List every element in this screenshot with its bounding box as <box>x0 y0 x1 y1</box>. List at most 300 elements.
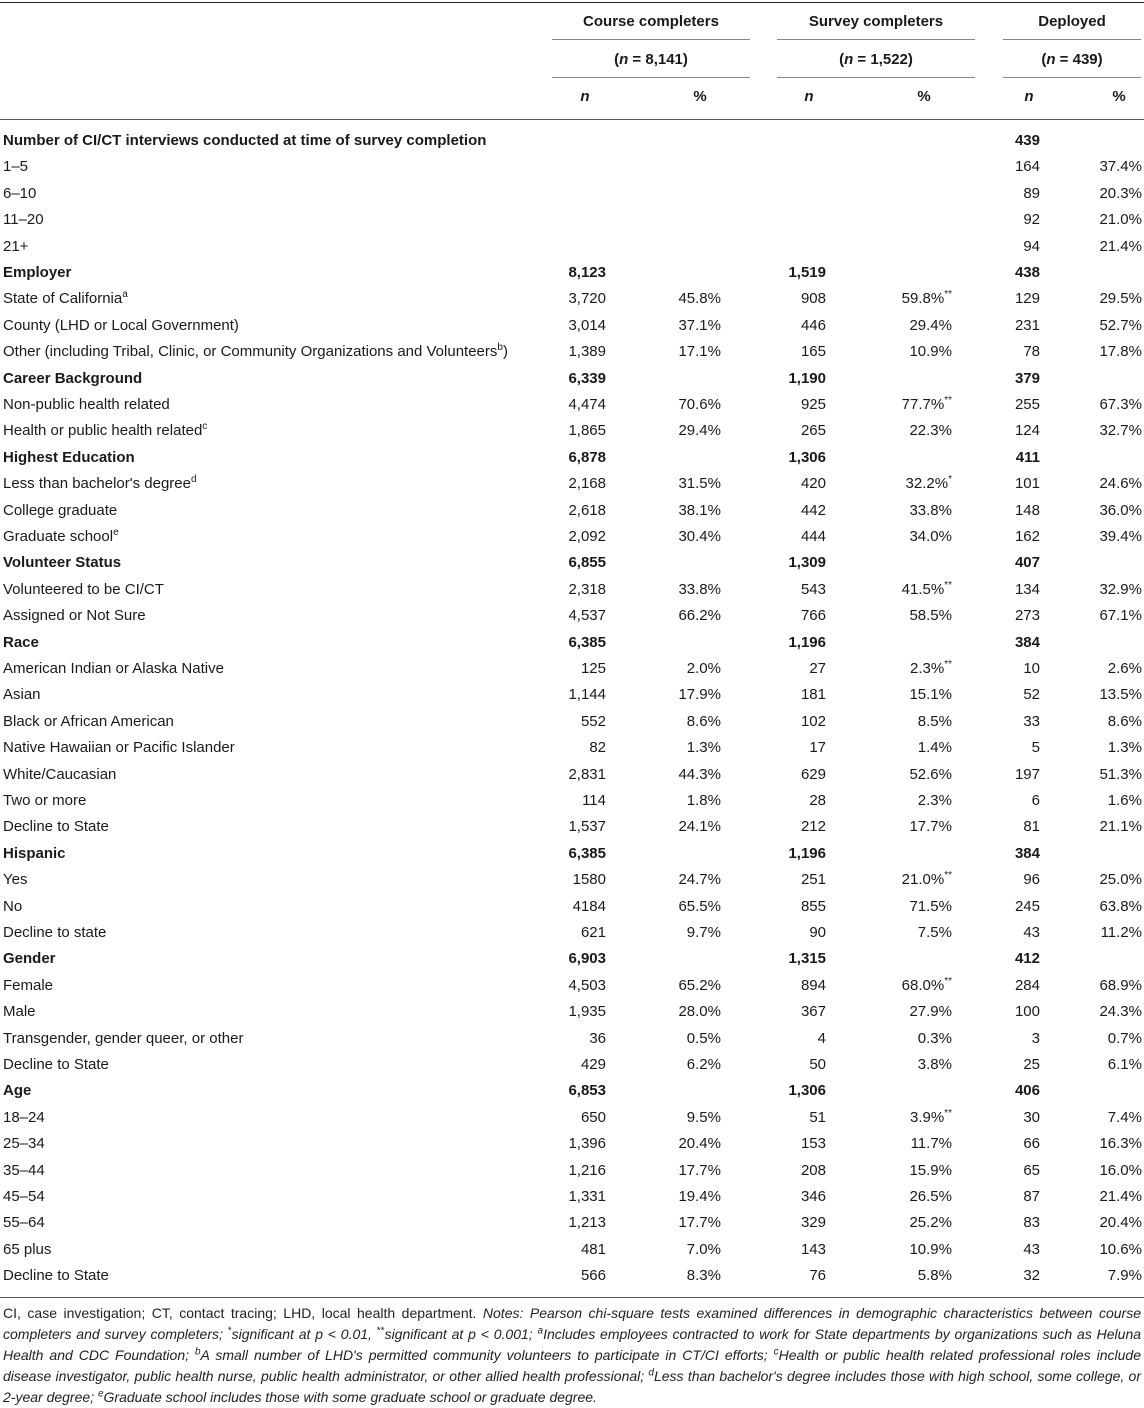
row-label: Decline to State <box>3 818 109 836</box>
row-label: County (LHD or Local Government) <box>3 316 239 334</box>
cell-n-3: 101 <box>1014 475 1040 493</box>
cell-pct-3: 8.6% <box>1107 712 1142 730</box>
cell-n-2: 28 <box>809 792 826 809</box>
cell-pct-1: 8.6% <box>686 712 721 730</box>
cell-n-1: 36 <box>589 1029 606 1047</box>
cell-n-3: 231 <box>1014 316 1040 334</box>
row-label: Assigned or Not Sure <box>3 607 146 625</box>
cell-n-3: 129 <box>1014 290 1040 308</box>
cell-pct-3: 39.4% <box>1099 528 1142 545</box>
cell-n-1: 6,878 <box>568 448 606 466</box>
cell-n-3: 52 <box>1023 686 1040 704</box>
cell-n-2: 143 <box>800 1240 826 1258</box>
cell-pct-2: 21.0%** <box>901 870 952 889</box>
cell-n-1: 4,503 <box>568 976 606 994</box>
table-row <box>0 999 1144 1025</box>
cell-pct-1: 33.8% <box>678 580 721 598</box>
footnote-reference: e <box>113 527 119 538</box>
table-row <box>0 1210 1144 1236</box>
cell-n-1: 621 <box>580 924 606 941</box>
cell-pct-3: 24.3% <box>1099 1003 1142 1021</box>
cell-n-2: 4 <box>817 1029 826 1047</box>
cell-pct-2: 71.5% <box>909 897 952 915</box>
cell-n-2: 212 <box>800 818 826 836</box>
cell-n-1: 125 <box>580 660 606 677</box>
row-label: Career Background <box>3 369 143 387</box>
group-underline-3 <box>1003 39 1141 40</box>
cell-n-1: 1,396 <box>568 1135 606 1153</box>
cell-pct-2: 10.9% <box>909 343 952 361</box>
table-row <box>0 471 1144 497</box>
cell-pct-3: 13.5% <box>1099 686 1142 704</box>
cell-n-3: 162 <box>1014 528 1040 545</box>
cell-n-1: 1,537 <box>568 818 606 836</box>
row-label: Transgender, gender queer, or other <box>3 1029 244 1047</box>
table-row <box>0 1263 1144 1289</box>
table-section-header <box>0 946 1144 972</box>
cell-n-1: 1,389 <box>568 343 606 361</box>
cell-n-2: 908 <box>800 290 826 308</box>
cell-n-1: 1,935 <box>568 1003 606 1021</box>
cell-pct-1: 45.8% <box>678 290 721 308</box>
cell-pct-3: 20.3% <box>1099 184 1142 202</box>
cell-pct-2: 22.3% <box>909 422 952 440</box>
group-underline-n-3 <box>1003 77 1141 78</box>
footnote-c-text: Health or public health related professional roles include disease investigator, public health nurse, public health administrator, or other allied health professional; <box>3 1347 1141 1384</box>
cell-pct-2: 7.5% <box>917 924 952 941</box>
row-label: Decline to State <box>3 1056 109 1073</box>
cell-n-2: 894 <box>800 976 826 994</box>
cell-pct-1: 8.3% <box>686 1267 721 1285</box>
row-label: Two or more <box>3 792 87 809</box>
label-tail: ) <box>502 343 508 361</box>
cell-n-3: 3 <box>1031 1029 1040 1047</box>
cell-pct-1: 0.5% <box>686 1029 721 1047</box>
footnote-mark-b: b <box>194 1346 201 1358</box>
cell-pct-1: 1.8% <box>686 792 721 809</box>
cell-pct-2: 0.3% <box>917 1029 952 1047</box>
row-label: American Indian or Alaska Native <box>3 660 224 677</box>
table-section-header <box>0 445 1144 471</box>
footnote-b-text: A small number of LHD's permitted community volunteers to participate in CT/CI efforts; <box>200 1347 774 1363</box>
table-row <box>0 762 1144 788</box>
cell-n-2: 265 <box>800 422 826 440</box>
cell-pct-1: 17.7% <box>678 1214 721 1232</box>
cell-pct-1: 28.0% <box>678 1003 721 1021</box>
cell-pct-2: 25.2% <box>909 1214 952 1232</box>
cell-n-1: 4184 <box>572 897 606 915</box>
footnote-reference: a <box>122 289 128 301</box>
cell-pct-1: 7.0% <box>686 1240 721 1258</box>
cell-n-3: 10 <box>1023 660 1040 677</box>
cell-n-2: 1,519 <box>788 264 826 281</box>
cell-pct-2: 58.5% <box>909 607 952 625</box>
cell-n-3: 384 <box>1014 844 1040 862</box>
cell-pct-2: 11.7% <box>910 1135 952 1153</box>
cell-n-1: 6,385 <box>568 633 606 651</box>
cell-pct-1: 44.3% <box>678 765 721 783</box>
footnote-mark-double-star: ** <box>376 1325 385 1337</box>
row-label: Non-public health related <box>3 396 170 413</box>
cell-pct-1: 19.4% <box>678 1188 721 1205</box>
cell-n-2: 90 <box>809 924 826 941</box>
cell-pct-1: 37.1% <box>678 316 721 334</box>
table-row <box>0 1026 1144 1052</box>
cell-pct-1: 24.7% <box>678 871 721 889</box>
table-row <box>0 603 1144 629</box>
cell-n-1: 1580 <box>572 871 606 889</box>
table-row <box>0 973 1144 999</box>
cell-pct-1: 24.1% <box>678 818 721 836</box>
significance-mark: ** <box>944 975 952 987</box>
table-row <box>0 339 1144 365</box>
cell-n-3: 411 <box>1015 448 1040 466</box>
cell-n-3: 96 <box>1023 871 1040 889</box>
table-section-header <box>0 128 1144 154</box>
table-row <box>0 788 1144 814</box>
table-row <box>0 498 1144 524</box>
table-footnote <box>3 1303 1141 1408</box>
cell-n-3: 78 <box>1023 343 1040 361</box>
cell-n-3: 92 <box>1023 211 1040 229</box>
cell-pct-2: 8.5% <box>917 712 952 730</box>
cell-n-2: 329 <box>800 1214 826 1232</box>
row-label: Hispanic <box>3 844 66 862</box>
table-row <box>0 1052 1144 1078</box>
cell-pct-2: 15.9% <box>909 1161 952 1179</box>
table-row <box>0 894 1144 920</box>
column-group-course-completers: Course completers <box>583 13 719 30</box>
row-label: Male <box>3 1003 36 1021</box>
cell-n-1: 114 <box>582 792 606 809</box>
cell-pct-2: 2.3%** <box>910 659 952 677</box>
cell-pct-3: 16.0% <box>1099 1161 1142 1179</box>
cell-n-3: 83 <box>1023 1214 1040 1232</box>
cell-pct-3: 32.7% <box>1099 422 1142 440</box>
row-label: Yes <box>3 871 28 889</box>
group-n-survey-completers: (n = 1,522) <box>839 51 913 68</box>
cell-n-1: 552 <box>580 712 606 730</box>
cell-pct-3: 52.7% <box>1099 316 1142 334</box>
table-section-header <box>0 630 1144 656</box>
significance-mark: ** <box>944 579 952 591</box>
significance-mark: ** <box>944 659 952 670</box>
cell-pct-1: 38.1% <box>678 501 721 519</box>
cell-n-1: 1,213 <box>568 1214 606 1232</box>
cell-pct-3: 36.0% <box>1099 501 1142 519</box>
table-row <box>0 577 1144 603</box>
col-header-n-2: n <box>804 88 814 105</box>
cell-n-2: 1,196 <box>788 633 826 651</box>
cell-n-3: 406 <box>1014 1082 1040 1100</box>
cell-pct-1: 20.4% <box>678 1135 721 1153</box>
col-header-n-3: n <box>1024 88 1034 105</box>
row-label: Health or public health related$^c$ <box>3 421 208 440</box>
table-row <box>0 418 1144 444</box>
cell-n-3: 148 <box>1014 501 1040 519</box>
cell-n-3: 30 <box>1023 1108 1040 1126</box>
cell-n-2: 165 <box>800 343 826 361</box>
table-row <box>0 682 1144 708</box>
table-row <box>0 1131 1144 1157</box>
group-n-deployed: (n = 439) <box>1041 51 1103 68</box>
cell-pct-3: 2.6% <box>1107 660 1142 677</box>
cell-n-1: 2,168 <box>568 475 606 493</box>
cell-n-3: 197 <box>1014 765 1040 783</box>
cell-n-3: 87 <box>1023 1188 1040 1205</box>
table-section-header <box>0 260 1144 286</box>
cell-pct-1: 65.5% <box>678 897 721 915</box>
cell-n-1: 6,385 <box>568 844 606 862</box>
cell-n-2: 1,309 <box>788 554 826 572</box>
cell-n-2: 208 <box>800 1161 826 1179</box>
row-label: Less than bachelor's degree$^d$ <box>3 474 197 493</box>
cell-pct-3: 51.3% <box>1099 765 1142 783</box>
cell-pct-2: 29.4% <box>909 316 952 334</box>
cell-pct-3: 1.6% <box>1107 792 1142 809</box>
significance-mark: ** <box>944 289 952 301</box>
table-section-header <box>0 1078 1144 1104</box>
group-underline-n-1 <box>552 77 750 78</box>
table-section-header <box>0 366 1144 392</box>
cell-n-1: 1,331 <box>568 1188 606 1205</box>
cell-n-2: 766 <box>800 607 826 625</box>
cell-n-1: 82 <box>589 739 606 757</box>
cell-n-1: 1,865 <box>568 422 606 440</box>
cell-n-1: 2,618 <box>568 501 606 519</box>
footnote-mark-star: * <box>227 1325 232 1337</box>
row-label: 1–5 <box>3 158 29 176</box>
table-row <box>0 154 1144 180</box>
cell-n-2: 1,306 <box>788 448 826 466</box>
table-row <box>0 286 1144 312</box>
cell-n-2: 51 <box>809 1108 826 1126</box>
row-label: Employer <box>3 264 72 281</box>
cell-pct-2: 26.5% <box>909 1188 952 1205</box>
row-label: Black or African American <box>3 712 174 730</box>
table-row <box>0 709 1144 735</box>
footnote-mark-d: d <box>648 1367 654 1379</box>
table-row <box>0 524 1144 550</box>
cell-pct-3: 0.7% <box>1107 1029 1142 1047</box>
cell-n-3: 245 <box>1014 897 1040 915</box>
cell-pct-3: 68.9% <box>1099 976 1142 994</box>
cell-n-1: 4,474 <box>568 396 606 413</box>
cell-pct-2: 3.9%** <box>910 1107 952 1126</box>
cell-pct-3: 21.0% <box>1099 211 1142 229</box>
cell-n-3: 379 <box>1014 369 1040 387</box>
cell-pct-1: 9.5% <box>686 1108 721 1126</box>
group-underline-1 <box>552 39 750 40</box>
cell-n-2: 251 <box>800 871 826 889</box>
cell-n-2: 1,306 <box>788 1082 826 1100</box>
cell-pct-3: 1.3% <box>1107 739 1142 757</box>
row-label: 25–34 <box>3 1135 45 1153</box>
cell-pct-3: 21.4% <box>1099 237 1142 255</box>
footnote-reference: c <box>202 421 208 433</box>
col-header-pct-1: % <box>693 88 707 105</box>
cell-n-1: 6,339 <box>568 369 606 387</box>
cell-n-3: 134 <box>1014 580 1040 598</box>
cell-n-1: 1,144 <box>568 686 606 704</box>
column-group-deployed: Deployed <box>1038 13 1106 30</box>
cell-n-3: 81 <box>1023 818 1040 836</box>
cell-pct-1: 17.9% <box>678 686 721 704</box>
cell-pct-3: 6.1% <box>1107 1056 1142 1073</box>
cell-n-3: 25 <box>1023 1056 1040 1073</box>
cell-n-1: 8,123 <box>568 264 606 281</box>
row-label: White/Caucasian <box>3 765 117 783</box>
cell-pct-3: 63.8% <box>1099 897 1142 915</box>
significance-mark: ** <box>944 870 952 882</box>
cell-pct-3: 7.4% <box>1107 1108 1142 1126</box>
column-group-survey-completers: Survey completers <box>808 13 944 30</box>
cell-n-3: 407 <box>1014 554 1040 572</box>
row-label: Volunteered to be CI/CT <box>3 580 164 598</box>
col-header-pct-2: % <box>917 88 931 105</box>
cell-n-2: 346 <box>800 1188 826 1205</box>
footnote-a-text: Includes employees contracted to work for State departments by organizations such as Heluna Health and CDC Foundation; <box>3 1326 1142 1363</box>
row-label: Number of CI/CT interviews conducted at time of survey completion <box>3 132 487 149</box>
cell-pct-2: 77.7%** <box>901 395 952 413</box>
cell-pct-2: 15.1% <box>909 686 952 704</box>
cell-pct-1: 9.7% <box>686 924 721 941</box>
footnote-reference: b <box>497 342 503 354</box>
cell-n-3: 255 <box>1014 396 1040 413</box>
cell-n-2: 1,196 <box>788 844 826 862</box>
cell-pct-2: 52.6% <box>909 765 952 783</box>
cell-n-3: 100 <box>1014 1003 1040 1021</box>
cell-pct-3: 16.3% <box>1099 1135 1142 1153</box>
cell-n-2: 1,190 <box>788 369 826 387</box>
table-row <box>0 207 1144 233</box>
cell-pct-3: 29.5% <box>1099 290 1142 308</box>
cell-n-2: 367 <box>800 1003 826 1021</box>
footnote-e-text: Graduate school includes those with some graduate school or graduate degree. <box>103 1389 597 1405</box>
table-row <box>0 1105 1144 1131</box>
row-label: Race <box>3 633 39 651</box>
cell-n-3: 66 <box>1023 1135 1040 1153</box>
cell-n-3: 5 <box>1031 739 1040 757</box>
cell-n-2: 27 <box>809 660 826 677</box>
cell-pct-3: 37.4% <box>1099 158 1142 176</box>
table-row <box>0 1237 1144 1263</box>
cell-n-1: 2,092 <box>568 528 606 545</box>
cell-n-1: 2,318 <box>568 580 606 598</box>
table-section-header <box>0 841 1144 867</box>
cell-n-1: 650 <box>580 1108 606 1126</box>
cell-n-1: 3,014 <box>568 316 606 334</box>
table-row <box>0 1184 1144 1210</box>
col-header-pct-3: % <box>1112 88 1126 105</box>
cell-pct-1: 6.2% <box>686 1056 721 1073</box>
cell-n-2: 420 <box>800 475 826 493</box>
cell-pct-2: 32.2%* <box>905 474 952 493</box>
cell-n-2: 855 <box>800 897 826 915</box>
cell-pct-1: 66.2% <box>678 607 721 625</box>
cell-pct-1: 65.2% <box>678 976 721 994</box>
cell-pct-2: 2.3% <box>917 792 952 809</box>
col-header-n-1: n <box>580 88 590 105</box>
cell-n-1: 6,903 <box>568 950 606 968</box>
cell-pct-2: 27.9% <box>909 1003 952 1021</box>
cell-pct-1: 17.1% <box>678 343 721 361</box>
row-label: State of California$^a$ <box>3 289 128 308</box>
cell-n-3: 438 <box>1014 264 1040 281</box>
cell-n-2: 17 <box>809 739 826 757</box>
cell-pct-1: 70.6% <box>678 396 721 413</box>
cell-n-1: 429 <box>580 1056 606 1073</box>
footnote-d-text: Less than bachelor's degree includes those with high school, some college, or 2-year degree; <box>3 1368 1141 1405</box>
table-section-header <box>0 550 1144 576</box>
cell-n-3: 89 <box>1023 184 1040 202</box>
row-label: Highest Education <box>3 448 135 466</box>
cell-pct-3: 32.9% <box>1099 580 1142 598</box>
cell-pct-3: 67.1% <box>1099 607 1142 625</box>
row-label: College graduate <box>3 501 118 519</box>
table-row <box>0 920 1144 946</box>
cell-n-2: 442 <box>800 501 826 519</box>
row-label: Decline to State <box>3 1267 109 1285</box>
cell-pct-2: 17.7% <box>909 818 952 836</box>
cell-n-3: 32 <box>1023 1267 1040 1285</box>
footnote-mark-c: c <box>773 1346 779 1358</box>
cell-n-2: 1,315 <box>788 950 826 968</box>
cell-n-2: 444 <box>800 528 826 545</box>
footnote-abbreviations: CI, case investigation; CT, contact tracing; LHD, local health department. <box>3 1305 483 1321</box>
table-row <box>0 313 1144 339</box>
cell-n-1: 6,853 <box>568 1082 606 1100</box>
cell-pct-2: 3.8% <box>917 1056 952 1073</box>
cell-n-3: 384 <box>1014 633 1040 651</box>
cell-pct-2: 33.8% <box>909 501 952 519</box>
row-label: 45–54 <box>3 1188 45 1205</box>
significance-mark: * <box>948 474 952 486</box>
table-row <box>0 735 1144 761</box>
footnote-notes: Notes: Pearson chi-square tests examined differences in demographic characteristics between course completers and survey completers; <box>3 1305 1142 1342</box>
cell-n-1: 2,831 <box>568 765 606 783</box>
top-rule <box>0 2 1144 3</box>
cell-n-3: 6 <box>1031 792 1040 809</box>
row-label: Asian <box>3 686 41 704</box>
cell-pct-1: 2.0% <box>686 660 721 677</box>
row-label: Native Hawaiian or Pacific Islander <box>3 739 235 757</box>
cell-pct-2: 68.0%** <box>901 975 952 994</box>
footnote-double-star-text: significant at p < 0.001; <box>384 1326 538 1342</box>
cell-n-2: 76 <box>809 1267 826 1285</box>
cell-n-2: 629 <box>800 765 826 783</box>
cell-n-1: 3,720 <box>568 290 606 308</box>
row-label: Other (including Tribal, Clinic, or Community Organizations and Volunteers$^b$) <box>3 342 508 361</box>
footer-rule <box>0 1297 1144 1298</box>
cell-n-1: 1,216 <box>568 1161 606 1179</box>
cell-n-3: 439 <box>1014 132 1040 149</box>
row-label: 6–10 <box>3 184 37 202</box>
cell-pct-2: 1.4% <box>917 739 952 757</box>
cell-pct-3: 20.4% <box>1099 1214 1142 1232</box>
table-row <box>0 1158 1144 1184</box>
cell-pct-1: 1.3% <box>686 739 721 757</box>
row-label: 18–24 <box>3 1108 45 1126</box>
cell-n-3: 65 <box>1023 1161 1040 1179</box>
row-label: 65 plus <box>3 1240 52 1258</box>
footnote-mark-e: e <box>97 1388 104 1400</box>
row-label: Female <box>3 976 54 994</box>
cell-pct-3: 17.8% <box>1099 343 1142 361</box>
cell-n-3: 273 <box>1014 607 1040 625</box>
cell-n-2: 446 <box>800 316 826 334</box>
cell-n-2: 153 <box>800 1135 826 1153</box>
